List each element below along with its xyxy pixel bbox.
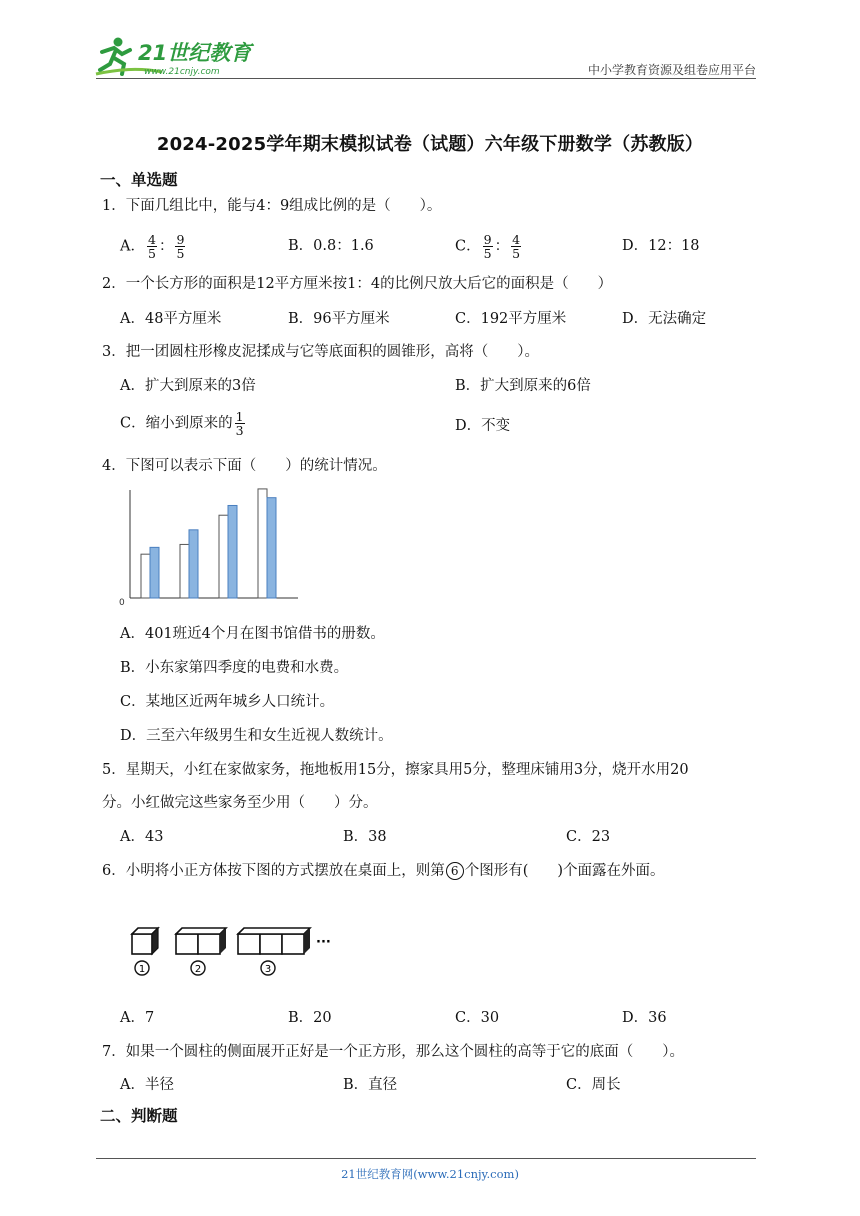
- cube-group-1: [132, 928, 158, 954]
- cube-group-3: [238, 928, 310, 954]
- ellipsis: ···: [316, 935, 331, 950]
- logo-text: 21世纪教育: [138, 41, 252, 65]
- q1-option-c-letter: C．: [455, 238, 481, 255]
- fraction-numerator: 1: [235, 409, 244, 424]
- question-7-stem: 7．如果一个圆柱的侧面展开正好是一个正方形，那么这个圆柱的高等于它的底面（ ）。: [102, 1044, 684, 1060]
- q1-option-a-letter: A．: [120, 238, 145, 255]
- q5-option-b: B．38: [343, 829, 387, 845]
- q4-option-c: C．某地区近两年城乡人口统计。: [120, 694, 335, 710]
- fig-label-2: 2: [194, 964, 202, 975]
- fraction: [511, 233, 521, 260]
- q3-option-d: D．不变: [455, 418, 511, 434]
- q1-option-d: D．12：18: [622, 238, 700, 254]
- logo: [92, 32, 262, 80]
- q6-option-b: B．20: [288, 1010, 332, 1026]
- q3-option-c-text: C．缩小到原来的: [120, 415, 233, 432]
- fraction-denominator: 5: [483, 246, 492, 261]
- bar-series2-item3: [228, 505, 237, 598]
- q7-option-b: B．直径: [343, 1077, 398, 1093]
- logo-sub: www.21cnjy.com: [144, 67, 220, 77]
- header-divider: [96, 78, 756, 79]
- q2-option-d: D．无法确定: [622, 311, 707, 327]
- bar-chart: [112, 484, 302, 608]
- q2-option-c: C．192平方厘米: [455, 311, 567, 327]
- bar-series1-item2: [180, 544, 189, 598]
- q6-option-a: A．7: [120, 1010, 155, 1026]
- page-title: 2024-2025学年期末模拟试卷（试题）六年级下册数学（苏教版）: [156, 134, 704, 155]
- header-platform-text: 中小学教育资源及组卷应用平台: [587, 63, 756, 77]
- runner-logo-icon: [92, 32, 262, 80]
- q3-option-c: [120, 410, 247, 437]
- q7-option-c: C．周长: [566, 1077, 621, 1093]
- fraction-denominator: 3: [235, 423, 244, 438]
- q3-option-a: A．扩大到原来的3倍: [120, 378, 256, 394]
- q2-option-a: A．48平方厘米: [120, 311, 222, 327]
- q5-option-c: C．23: [566, 829, 611, 845]
- bar-series2-item1: [150, 547, 159, 598]
- q6-stem-after: 个图形有( )个面露在外面。: [464, 863, 665, 879]
- bar-series2-item4: [267, 498, 276, 598]
- fraction-numerator: 9: [176, 232, 185, 247]
- q4-option-b: B．小东家第四季度的电费和水费。: [120, 660, 349, 676]
- ratio-sep: ：: [158, 238, 174, 255]
- q7-option-a: A．半径: [120, 1077, 174, 1093]
- q4-option-d: D．三至六年级男生和女生近视人数统计。: [120, 728, 393, 744]
- footer-text: 21世纪教育网(www.21cnjy.com): [341, 1167, 519, 1181]
- question-5-stem-line1: 5．星期天，小红在家做家务，拖地板用15分，擦家具用5分，整理床铺用3分，烧开水用20: [102, 762, 689, 778]
- fig-label-1: 1: [138, 964, 146, 975]
- cube-figure: [126, 918, 342, 980]
- footer-divider: [96, 1158, 756, 1159]
- fig-label-3: 3: [264, 964, 272, 975]
- question-1-stem: 1．下面几组比中，能与4：9组成比例的是（ ）。: [102, 198, 442, 214]
- y-tick-label-0: 0: [119, 598, 125, 608]
- fraction-denominator: 5: [176, 246, 185, 261]
- q1-option-b: B．0.8：1.6: [288, 238, 374, 254]
- q6-stem-before: 6．小明将小正方体按下图的方式摆放在桌面上，则第: [102, 863, 445, 879]
- q3-option-b: B．扩大到原来的6倍: [455, 378, 591, 394]
- question-5-stem-line2: 分。小红做完这些家务至少用（ ）分。: [102, 795, 378, 811]
- section-heading-true-false: 二、判断题: [100, 1107, 178, 1125]
- fraction: [483, 233, 493, 260]
- fraction-numerator: 4: [512, 232, 521, 247]
- question-2-stem: 2．一个长方形的面积是12平方厘米按1：4的比例尺放大后它的面积是（ ）: [102, 276, 613, 292]
- bar-series1-item1: [141, 554, 150, 598]
- bar-series2-item2: [189, 530, 198, 598]
- question-6-stem: [102, 861, 665, 881]
- fraction-denominator: 5: [512, 246, 521, 261]
- fraction: [175, 233, 185, 260]
- fraction-denominator: 5: [147, 246, 156, 261]
- bar-series1-item4: [258, 489, 267, 598]
- question-4-stem: 4．下图可以表示下面（ ）的统计情况。: [102, 458, 387, 474]
- q1-option-c: [455, 233, 523, 260]
- fraction-numerator: 9: [483, 232, 492, 247]
- question-3-stem: 3．把一团圆柱形橡皮泥揉成与它等底面积的圆锥形，高将（ ）。: [102, 344, 539, 360]
- ratio-sep: ：: [494, 238, 510, 255]
- q1-option-a: [120, 233, 187, 260]
- circled-number: 6: [446, 862, 464, 880]
- fraction: [147, 233, 157, 260]
- q5-option-a: A．43: [120, 829, 164, 845]
- q4-option-a: A．401班近4个月在图书馆借书的册数。: [120, 626, 385, 642]
- fraction-numerator: 4: [147, 232, 156, 247]
- fraction: [235, 410, 245, 437]
- cube-group-2: [176, 928, 226, 954]
- q2-option-b: B．96平方厘米: [288, 311, 390, 327]
- section-heading-single-choice: 一、单选题: [100, 171, 178, 189]
- q6-option-d: D．36: [622, 1010, 667, 1026]
- bar-series1-item3: [219, 515, 228, 598]
- q6-option-c: C．30: [455, 1010, 500, 1026]
